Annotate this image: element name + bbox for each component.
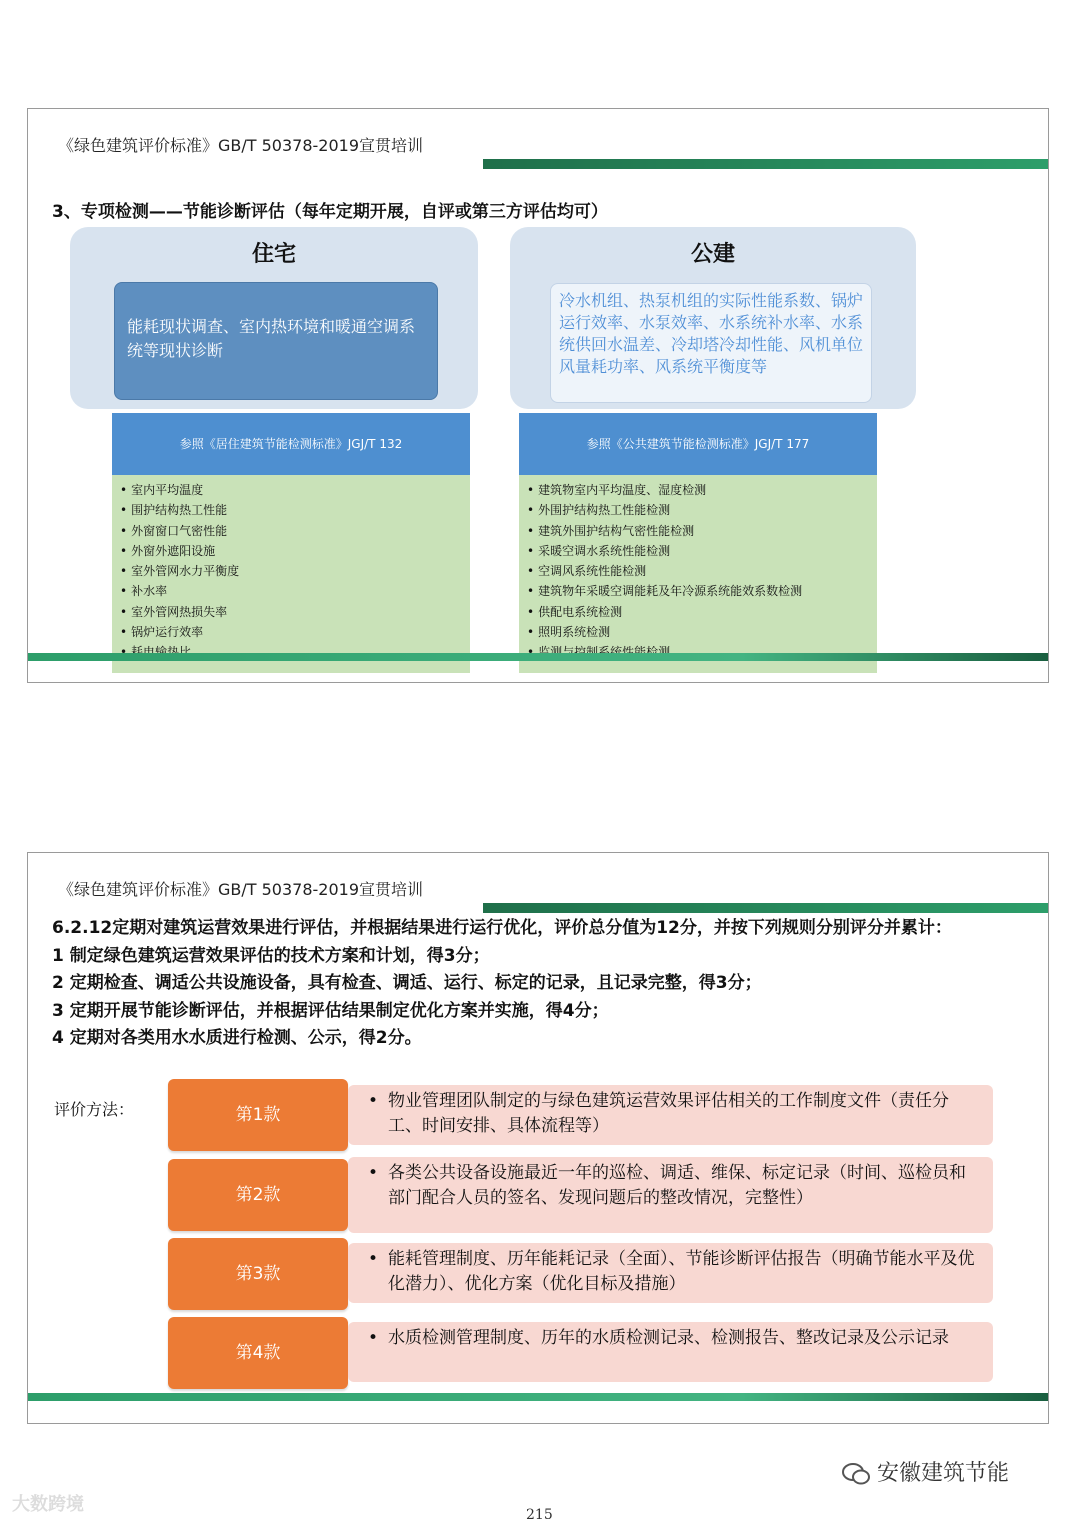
list-item: • 室外管网热损失率 <box>120 602 462 622</box>
list-item: • 建筑物年采暖空调能耗及年冷源系统能效系数检测 <box>527 581 869 601</box>
rule-item: 3 定期开展节能诊断评估，并根据评估结果制定优化方案并实施，得4分； <box>52 1000 609 1021</box>
residential-summary: 能耗现状调查、室内热环境和暖通空调系统等现状诊断 <box>114 282 438 400</box>
clause-desc-3 <box>348 1243 993 1303</box>
list-item: • 外围护结构热工性能检测 <box>527 500 869 520</box>
clause-text <box>52 915 1032 1053</box>
wechat-icon <box>842 1462 870 1486</box>
clause-intro: 6.2.12定期对建筑运营效果进行评估，并根据结果进行运行优化，评价总分值为12分，并按下列规则分别评分并累计： <box>52 918 952 938</box>
header-accent-line <box>483 159 1048 169</box>
list-item: • 采暖空调水系统性能检测 <box>527 541 869 561</box>
rule-item: 2 定期检查、调适公共设施设备，具有检查、调适、运行、标定的记录，且记录完整，得3分； <box>52 973 762 993</box>
wechat-account <box>842 1456 1009 1487</box>
evaluation-method-label: 评价方法： <box>54 1100 135 1119</box>
public-heading: 公建 <box>690 242 735 267</box>
clause-desc-text: 各类公共设备设施最近一年的巡检、调适、维保、标定记录（时间、巡检员和部门配合人员的签名、发现问题后的整改情况，完整性） <box>388 1163 966 1208</box>
list-item: • 照明系统检测 <box>527 622 869 642</box>
list-item: • 锅炉运行效率 <box>120 622 462 642</box>
page-number: 215 <box>526 1507 553 1523</box>
list-item: • 室内平均温度 <box>120 480 462 500</box>
clause-tab-3: 第3款 <box>168 1238 348 1310</box>
list-item: • 外窗窗口气密性能 <box>120 521 462 541</box>
residential-heading: 住宅 <box>251 242 296 267</box>
slide-header: 《绿色建筑评价标准》GB/T 50378-2019宣贯培训 <box>58 136 424 155</box>
clause-desc-text: 水质检测管理制度、历年的水质检测记录、检测报告、整改记录及公示记录 <box>388 1328 949 1348</box>
slide-energy-diagnosis <box>27 108 1049 683</box>
public-standard: 参照《公共建筑节能检测标准》JGJ/T 177 <box>519 413 877 475</box>
bullet: • <box>368 1091 379 1111</box>
public-test-list <box>519 475 877 673</box>
slide-header: 《绿色建筑评价标准》GB/T 50378-2019宣贯培训 <box>58 880 424 899</box>
account-name: 安徽建筑节能 <box>877 1461 1010 1486</box>
clause-desc-2 <box>348 1157 993 1233</box>
clause-desc-4 <box>348 1322 993 1382</box>
clause-tab-2: 第2款 <box>168 1159 348 1231</box>
watermark: 大数跨境 <box>12 1494 84 1515</box>
clause-desc-text: 物业管理团队制定的与绿色建筑运营效果评估相关的工作制度文件（责任分工、时间安排、具体流程等） <box>388 1091 949 1136</box>
clause-tab-4: 第4款 <box>168 1317 348 1389</box>
rule-item: 4 定期对各类用水水质进行检测、公示，得2分。 <box>52 1028 422 1048</box>
clause-desc-text: 能耗管理制度、历年能耗记录（全面）、节能诊断评估报告（明确节能水平及优化潜力）、优化方案（优化目标及措施） <box>388 1249 975 1294</box>
public-summary: 冷水机组、热泵机组的实际性能系数、锅炉运行效率、水泵效率、水系统补水率、水系统供回水温差、冷却塔冷却性能、风机单位风量耗功率、风系统平衡度等 <box>550 283 872 403</box>
slide-footer-bar <box>28 653 1048 661</box>
list-item: • 供配电系统检测 <box>527 602 869 622</box>
residential-test-list <box>112 475 470 673</box>
slide-operation-evaluation <box>27 852 1049 1424</box>
list-item: • 建筑外围护结构气密性能检测 <box>527 521 869 541</box>
list-item: • 外窗外遮阳设施 <box>120 541 462 561</box>
header-accent-line <box>483 903 1048 913</box>
clause-desc-1 <box>348 1085 993 1145</box>
clause-tab-1: 第1款 <box>168 1079 348 1151</box>
list-item: • 建筑物室内平均温度、湿度检测 <box>527 480 869 500</box>
residential-standard: 参照《居住建筑节能检测标准》JGJ/T 132 <box>112 413 470 475</box>
section-title: 3、专项检测——节能诊断评估（每年定期开展，自评或第三方评估均可） <box>52 202 608 222</box>
list-item: • 空调风系统性能检测 <box>527 561 869 581</box>
list-item: • 补水率 <box>120 581 462 601</box>
slide-footer-bar <box>28 1393 1048 1401</box>
list-item: • 围护结构热工性能 <box>120 500 462 520</box>
list-item: • 室外管网水力平衡度 <box>120 561 462 581</box>
bullet: • <box>368 1163 379 1183</box>
bullet: • <box>368 1328 379 1348</box>
rule-item: 1 制定绿色建筑运营效果评估的技术方案和计划，得3分； <box>52 945 490 966</box>
bullet: • <box>368 1249 379 1269</box>
